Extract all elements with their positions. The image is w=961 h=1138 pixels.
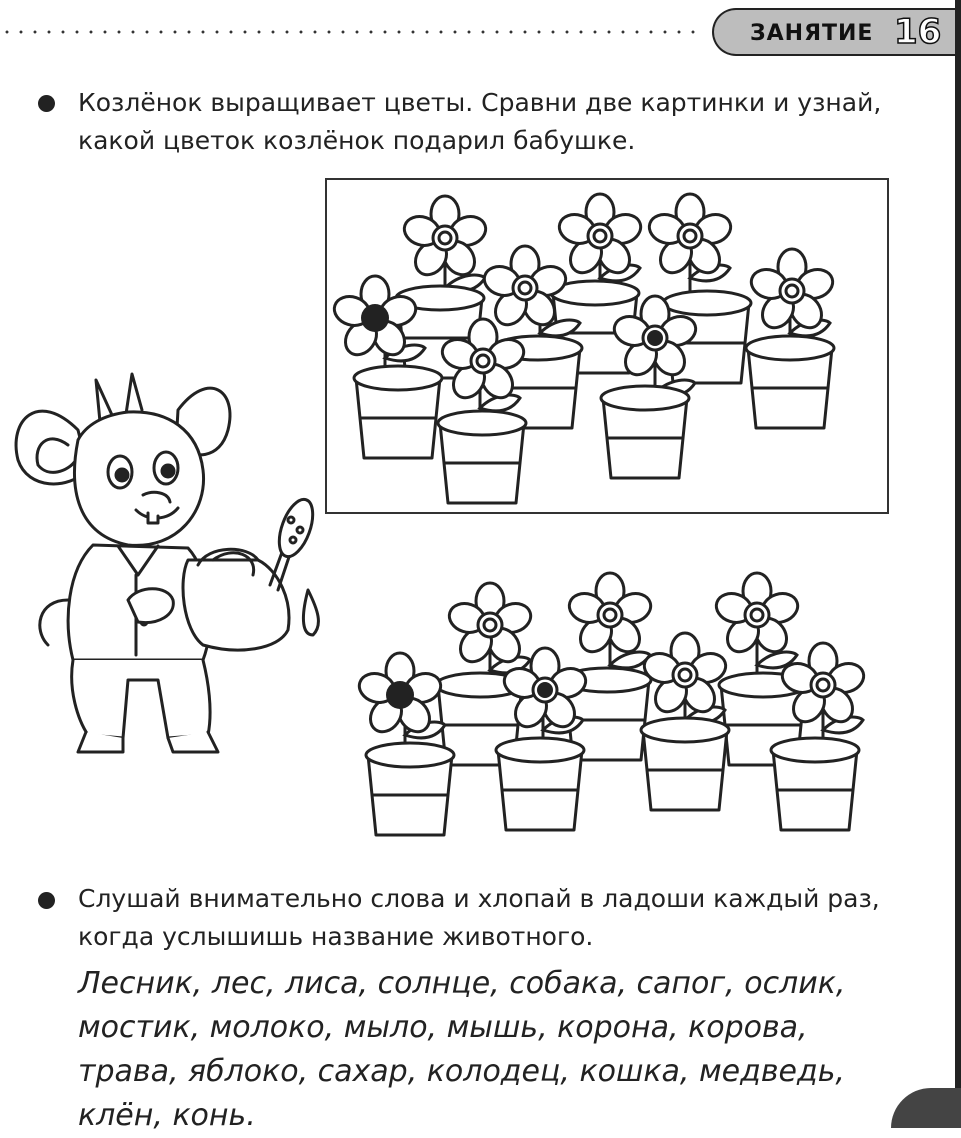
task1-instruction: Козлёнок выращивает цветы. Сравни две картинки и узнай, какой цветок козлёнок подарил бабушке. [78,88,882,155]
task2-instruction: Слушай внимательно слова и хлопай в ладоши каждый раз, когда услышишь название животного. [78,884,880,951]
lesson-badge [712,8,957,56]
dotted-header-line [0,30,700,34]
lesson-label: ЗАНЯТИЕ [750,21,874,46]
bottom-flowers-illustration [345,570,885,850]
bullet-icon [38,892,55,909]
goat-character-illustration [8,360,338,760]
lesson-number: 16 [894,12,942,52]
bullet-icon [38,95,55,112]
top-flowers-illustration [325,178,889,514]
page-corner-tab [891,1088,961,1128]
page-edge [955,0,961,1128]
word-list: Лесник, лес, лиса, солнце, собака, сапог, ослик, мостик, молоко, мыло, мышь, корона, корова, трава, яблоко, сахар, колодец, кошка, медведь, клён, конь. [78,966,846,1133]
